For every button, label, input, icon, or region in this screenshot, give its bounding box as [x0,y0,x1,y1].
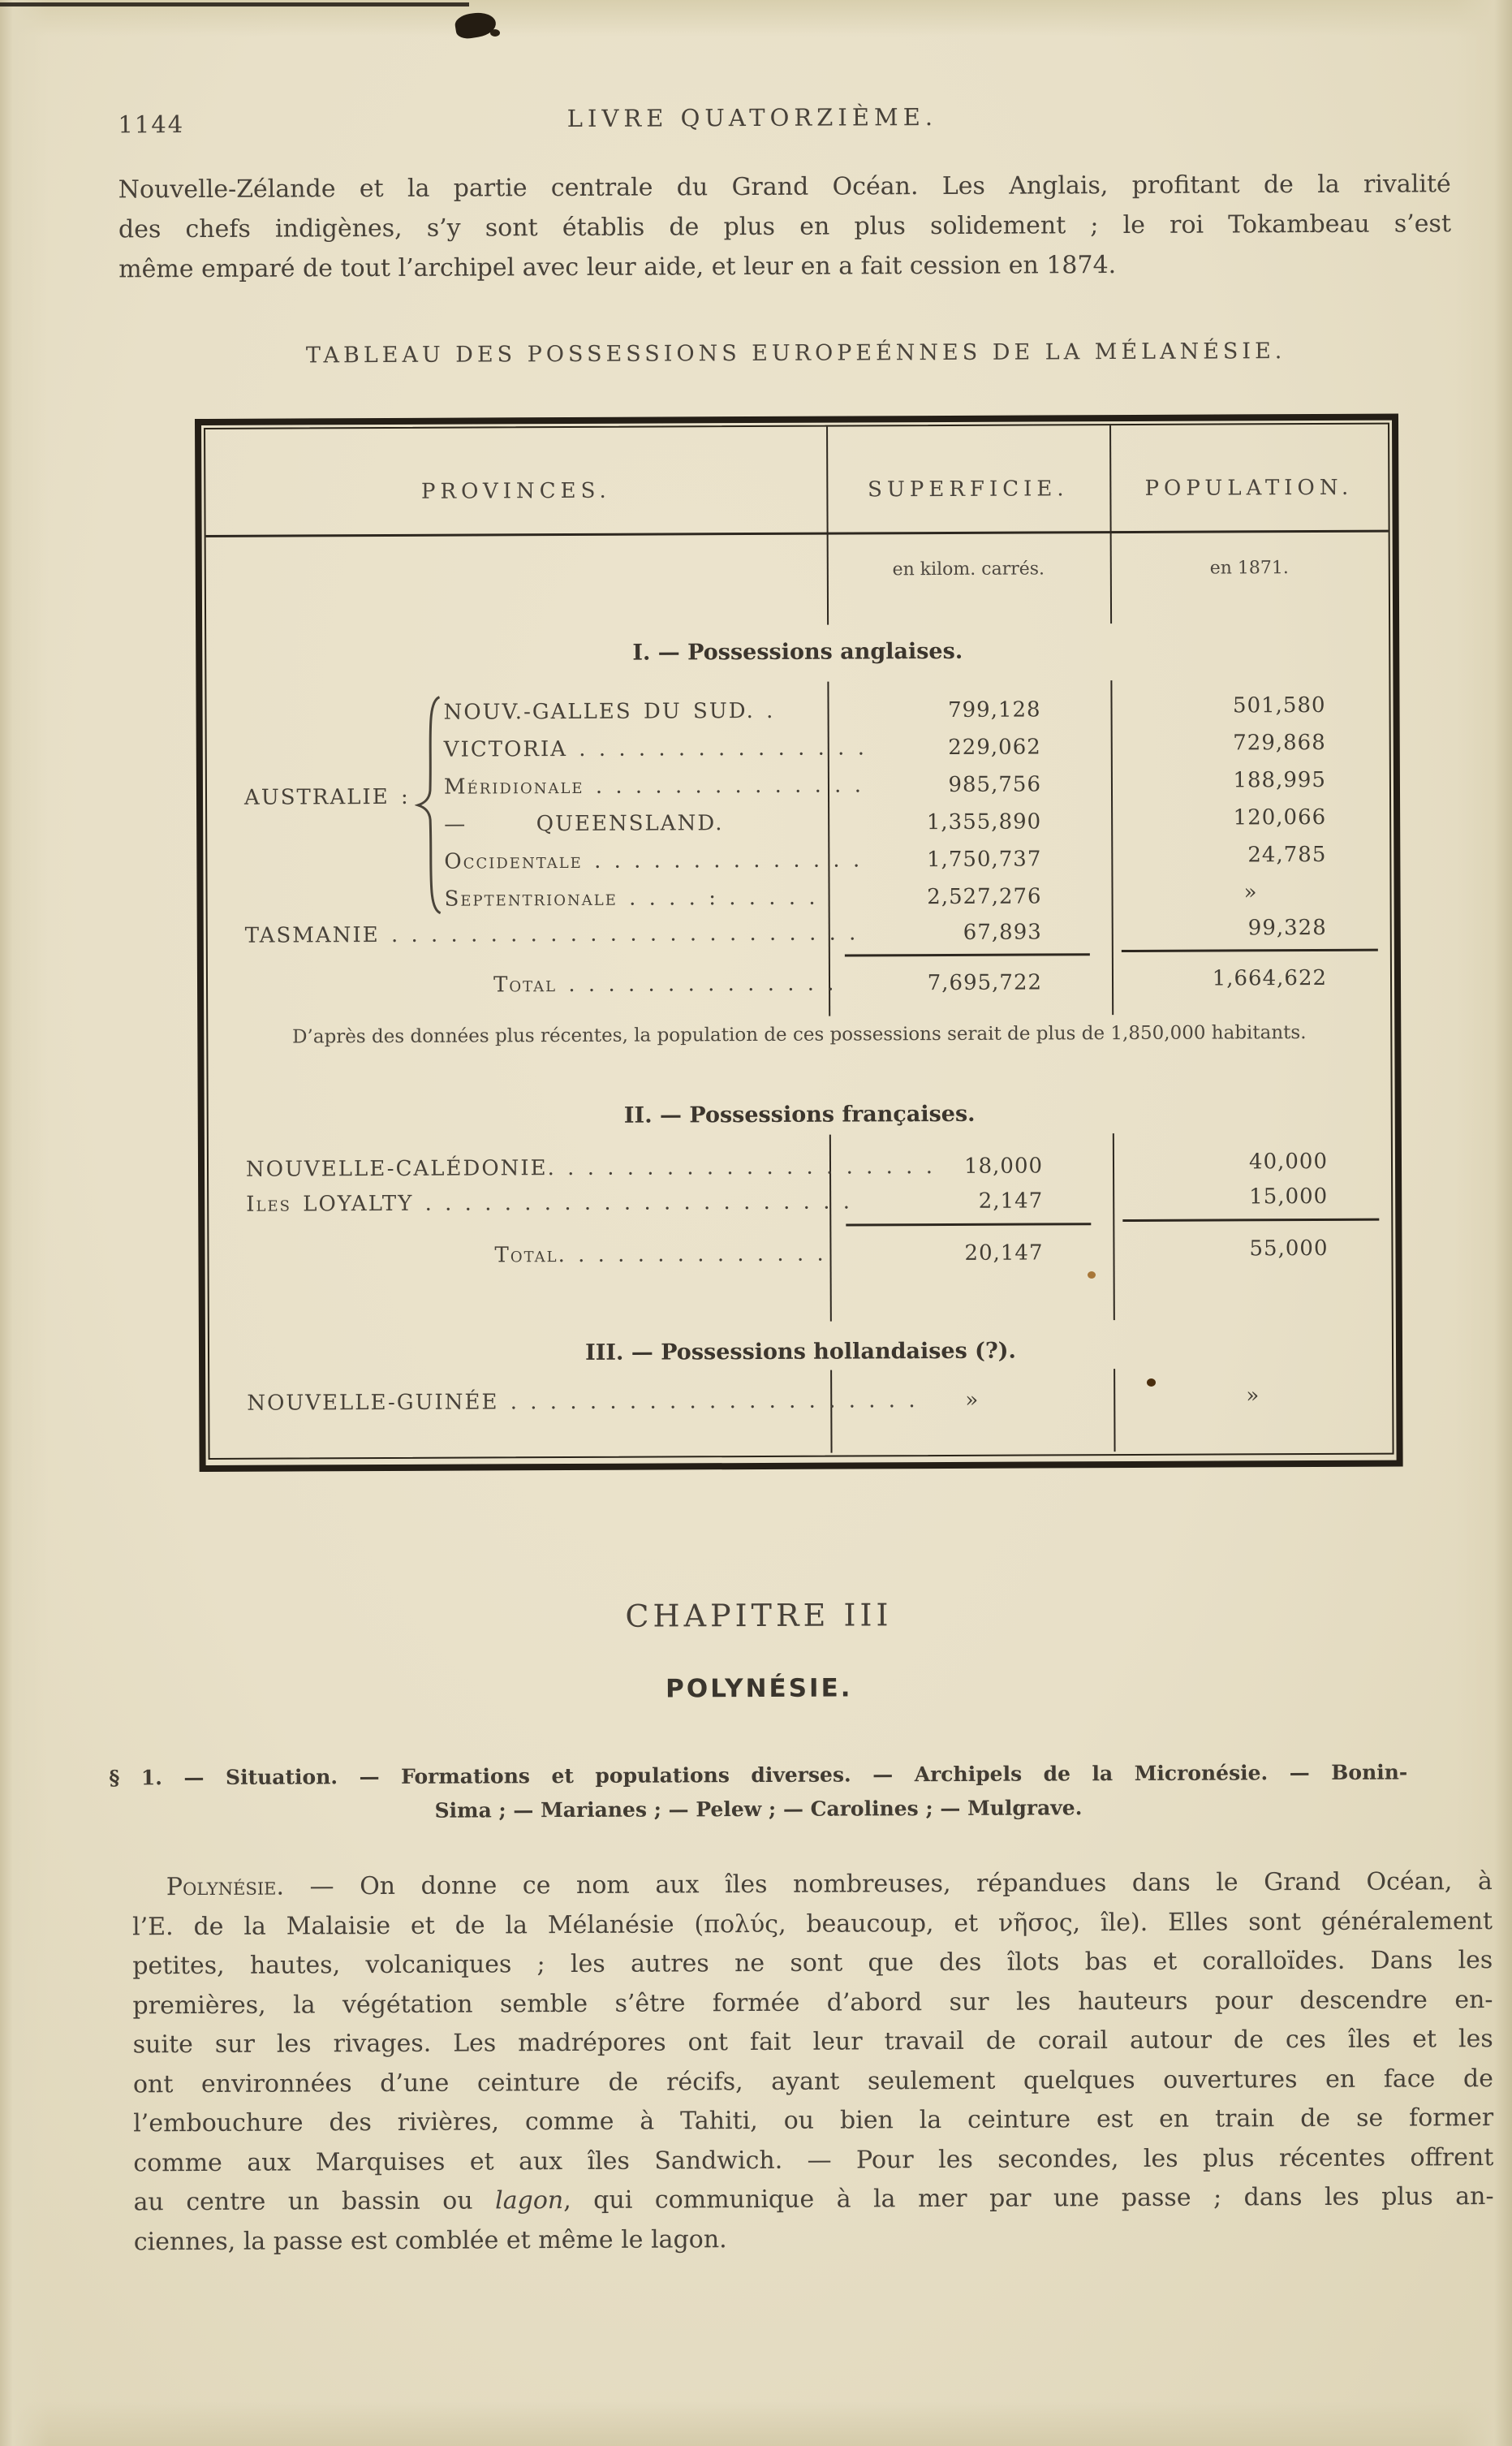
body-line-text: , qui communique à la mer par une passe ; dans les plus an- [563,2182,1494,2215]
row-label: NOUVELLE-CALÉDONIE. . . . . . . . . . . . . . . . . . . . [245,1154,935,1182]
row-label: NOUVELLE-GUINÉE . . . . . . . . . . . . . . . . . . . . . [247,1388,917,1416]
row-label-tasmanie: TASMANIE . . . . . . . . . . . . . . . . . . . . . . . . [244,921,858,948]
row-label: Septentrionale . . . . : . . . . . [444,885,817,912]
superficie-value: 1,355,890 [926,809,1042,835]
superficie-value: 229,062 [948,735,1041,760]
superficie-value: 985,756 [948,772,1042,797]
row-label: Iles LOYALTY . . . . . . . . . . . . . . . . . . . . . . [246,1189,852,1217]
lead-word: Polynésie. [166,1872,285,1902]
italic-term-lagon: lagon [495,2186,564,2215]
column-separator [1114,1369,1115,1452]
body-line [132,1862,1493,1908]
superficie-total: 7,695,722 [927,970,1043,996]
total-label: Total . . . . . . . . . . . . . . [493,971,836,998]
section-heading-hollandaises: III. — Possessions hollandaises (?). [585,1338,1016,1365]
total-rule [845,953,1090,956]
superficie-value: 67,893 [963,920,1042,945]
row-label: Occidentale . . . . . . . . . . . . . . [444,848,862,874]
possessions-table [195,414,1403,1472]
total-rule [1122,1219,1379,1222]
body-line: premières, la végétation semble s’être formée d’abord sur les hauteurs pour descendre en- [132,1985,1493,2020]
column-separator [826,427,829,625]
superficie-total: 20,147 [964,1240,1044,1266]
row-label: — QUEENSLAND. [444,811,724,837]
body-line: suite sur les rivages. Les madrépores ont fait leur travail de corail autour de ces îles et les [132,2025,1493,2060]
body-line: petites, hautes, volcaniques ; les autres ne sont que des îlots bas et coralloïdes. Dans les [132,1946,1493,1981]
total-label: Total. . . . . . . . . . . . . . [494,1241,825,1268]
superficie-value: 1,750,737 [926,847,1042,873]
chapter-summary-line: § 1. — Situation. — Formations et populations diverses. — Archipels de la Micronésie. — Bonin- [109,1760,1408,1790]
population-value: 40,000 [1248,1149,1329,1175]
population-value: 15,000 [1249,1184,1329,1210]
table-title: TABLEAU DES POSSESSIONS EUROPEÉNNES DE LA MÉLANÉSIE. [305,339,1286,369]
row-label: VICTORIA . . . . . . . . . . . . . . . [443,736,867,762]
section-hollandaises-body [209,1368,1392,1456]
chapter-subtitle: POLYNÉSIE. [666,1673,853,1704]
column-header-provinces: PROVINCES. [420,478,611,504]
chapter-title: CHAPITRE III [625,1597,893,1634]
column-separator [1109,425,1112,623]
intro-line: même emparé de tout l’archipel avec leur aide, et leur en a fait cession en 1874. [118,251,1117,284]
body-line: l’E. de la Malaisie et de la Mélanésie (πολύς, beaucoup, et νῆσος, île). Elles sont généralement [132,1906,1493,1941]
population-value: » [1246,1383,1260,1408]
intro-line: Nouvelle-Zélande et la partie centrale du Grand Océan. Les Anglais, profitant de la rivalité [118,170,1451,205]
body-line [133,2177,1493,2223]
unit-superficie: en kilom. carrés. [892,559,1045,580]
page-number: 1144 [118,110,185,139]
possessions-table-frame [204,423,1394,1460]
body-line-text: au centre un bassin ou [133,2186,496,2217]
body-line-text: — On donne ce nom aux îles nombreuses, répandues dans le Grand Océan, à [283,1867,1493,1901]
australie-brace [414,695,444,916]
section-anglaises-body [206,679,1390,1019]
superficie-value: 2,527,276 [927,884,1042,910]
population-value: 501,580 [1232,692,1326,718]
population-value: 99,328 [1247,915,1327,941]
superficie-value: 799,128 [947,697,1041,723]
intro-line: des chefs indigènes, s’y sont établis de plus en plus solidement ; le roi Tokambeau s’est [118,209,1452,244]
column-header-population: POPULATION. [1144,475,1354,501]
population-value: 188,995 [1233,767,1327,793]
body-line: ont environnées d’une ceinture de récifs, ayant seulement quelques ouvertures en face de [132,2064,1493,2099]
population-value: » [1243,880,1258,905]
row-label: Méridionale . . . . . . . . . . . . . . [443,773,864,800]
intro-paragraph [118,164,1452,289]
superficie-value: 18,000 [963,1154,1044,1179]
header-rule [206,530,1389,537]
running-header: LIVRE QUATORZIÈME. [566,103,938,133]
section-francaises-body [209,1132,1392,1324]
chapter-summary-line: Sima ; — Marianes ; — Pelew ; — Carolines ; — Mulgrave. [434,1796,1083,1823]
table-footnote: D’après des données plus récentes, la population de ces possessions serait de plus de 1,850,000 habitants. [292,1022,1307,1048]
population-value: 24,785 [1247,842,1327,868]
row-label: NOUV.-GALLES DU SUD. . [443,698,775,725]
body-line: comme aux Marquises et aux îles Sandwich. — Pour les secondes, les plus récentes offrent [133,2142,1494,2177]
unit-population: en 1871. [1209,558,1289,579]
population-value: 729,868 [1233,730,1326,756]
population-value: 120,066 [1233,805,1327,830]
column-header-superficie: SUPERFICIE. [868,477,1069,503]
body-line: ciennes, la passe est comblée et même le lagon. [133,2224,727,2256]
population-total: 1,664,622 [1212,965,1328,991]
population-total: 55,000 [1249,1236,1329,1262]
total-rule [1122,949,1378,952]
body-line: l’embouchure des rivières, comme à Tahiti, ou bien la ceinture est en train de se former [133,2103,1494,2138]
body-paragraph [132,1862,1494,2262]
superficie-value: 2,147 [978,1188,1044,1214]
group-label-australie: AUSTRALIE : [243,784,410,810]
section-heading-anglaises: I. — Possessions anglaises. [632,638,963,666]
section-heading-francaises: II. — Possessions françaises. [623,1101,976,1128]
total-rule [846,1223,1091,1226]
superficie-value: » [965,1387,980,1413]
